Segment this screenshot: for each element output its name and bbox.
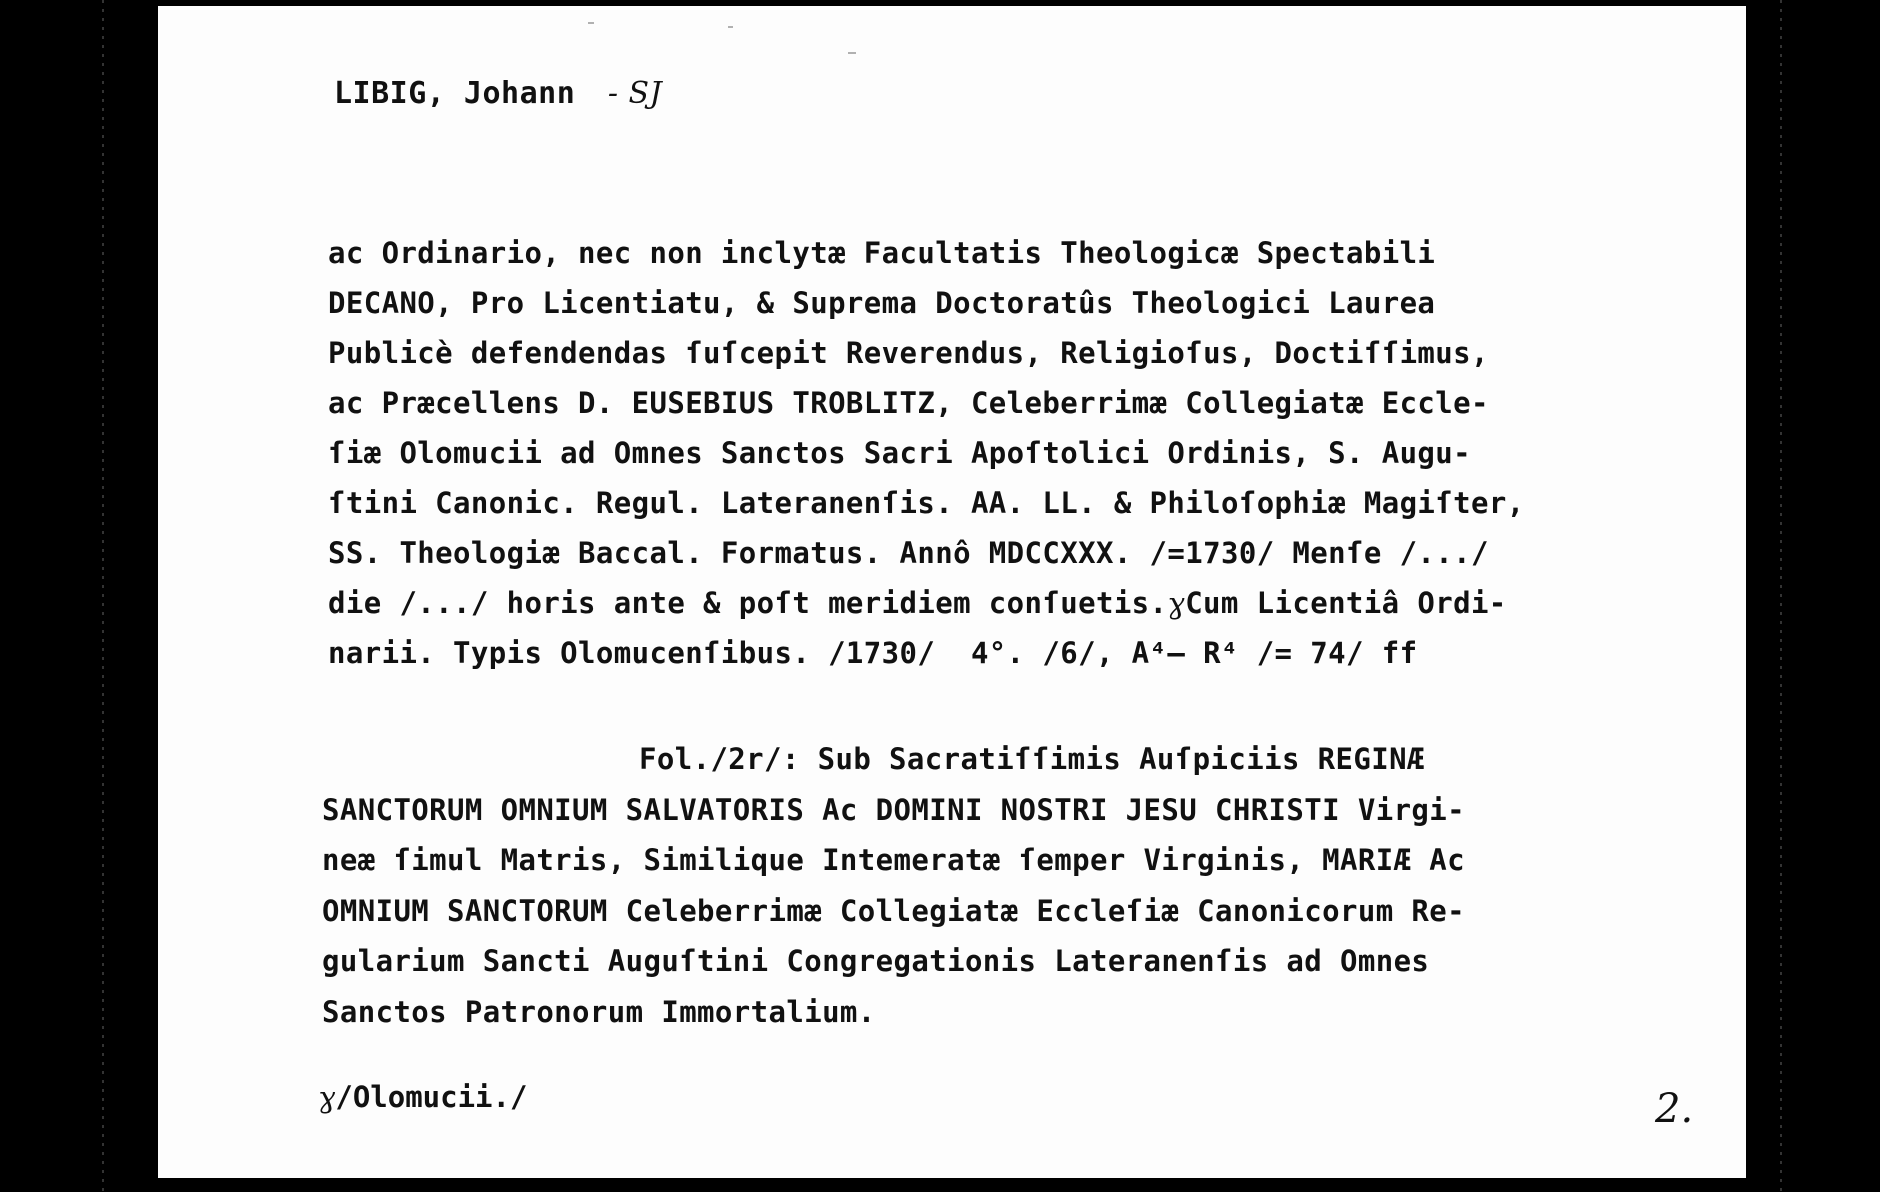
footnote-mark: ɣ [1167, 586, 1186, 620]
catalog-card [158, 6, 1746, 1178]
text-segment: die /.../ horis ante & poſt meridiem conſuetis. [328, 586, 1168, 620]
text-line: gularium Sancti Auguſtini Congregationis Lateranenſis ad Omnes [322, 944, 1430, 978]
scan-speck [588, 22, 594, 24]
page-number: 2. [1655, 1086, 1694, 1132]
footnote [318, 1080, 527, 1114]
author-name: LIBIG, Johann [334, 76, 576, 111]
title-transcription [328, 228, 1525, 678]
text-line [328, 578, 1525, 628]
text-line: DECANO, Pro Licentiatu, & Suprema Doctoratûs Theologici Laurea [328, 286, 1436, 320]
card-heading [334, 76, 662, 111]
text-line: SS. Theologiæ Baccal. Formatus. Annô MDCCXXX. /=1730/ Menſe /.../ [328, 536, 1489, 570]
footnote-text: /Olomucii./ [335, 1080, 528, 1114]
right-film-edge [1780, 0, 1782, 1192]
religious-order: - SJ [607, 76, 663, 111]
text-line: Sanctos Patronorum Immortalium. [322, 994, 876, 1029]
left-film-edge [102, 0, 104, 1192]
text-line: Publicè defendendas ſuſcepit Reverendus, Religioſus, Doctiſſimus, [328, 336, 1489, 370]
text-line: Fol./2r/: Sub Sacratiſſimis Auſpiciis REGINÆ [639, 742, 1425, 776]
text-line: OMNIUM SANCTORUM Celeberrimæ Collegiatæ Eccleſiæ Canonicorum Re- [322, 893, 1466, 928]
dedication-transcription [322, 734, 1465, 1037]
scan-speck [728, 26, 733, 28]
footnote-mark: ɣ [318, 1080, 336, 1114]
text-line: narii. Typis Olomucenſibus. /1730/ 4°. /6/, A⁴– R⁴ /= 74/ ff [328, 636, 1418, 670]
text-line: ſtini Canonic. Regul. Lateranenſis. AA. LL. & Philoſophiæ Magiſter, [328, 486, 1525, 520]
text-segment: Cum Licentiâ Ordi- [1185, 586, 1507, 620]
text-line: SANCTORUM OMNIUM SALVATORIS Ac DOMINI NOSTRI JESU CHRISTI Virgi- [322, 792, 1466, 827]
text-line: ac Præcellens D. EUSEBIUS TROBLITZ, Celeberrimæ Collegiatæ Eccle- [328, 386, 1489, 420]
text-line: ac Ordinario, nec non inclytæ Facultatis Theologicæ Spectabili [328, 236, 1436, 270]
text-line: neæ ſimul Matris, Similique Intemeratæ ſemper Virginis, MARIÆ Ac [322, 843, 1466, 877]
text-line: ſiæ Olomucii ad Omnes Sanctos Sacri Apoſtolici Ordinis, S. Augu- [328, 436, 1472, 470]
scan-speck [848, 52, 856, 54]
